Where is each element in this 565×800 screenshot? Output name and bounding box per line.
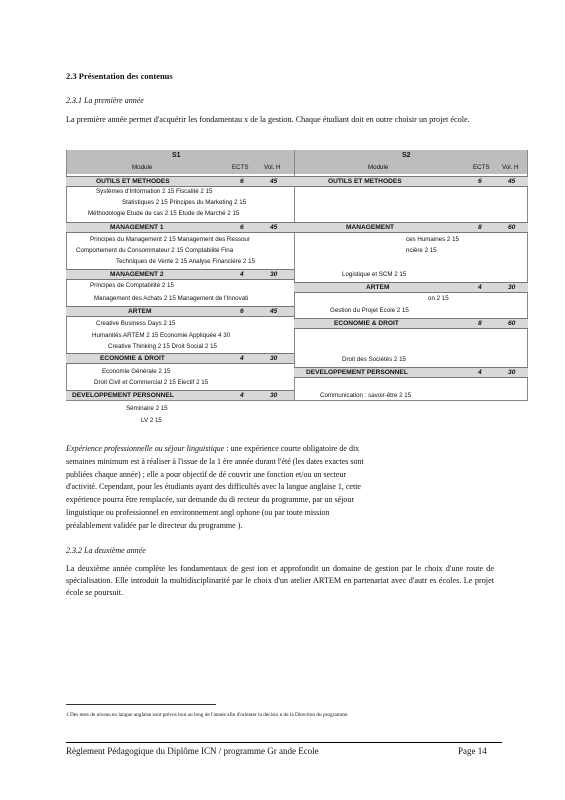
table-row: Techniques de Vente 2 15 Analyse Financière 2 15 bbox=[116, 258, 255, 265]
paragraph-second-year: La deuxième année complète les fondamentaux de gest ion et approfondit un domaine de gestion par le choix d'une route de spécialisation. Elle introduit la multidisciplinarité par le choix d'un atelier ARTEM en partenariat avec d'autr es écoles. Le projet école se poursuit. bbox=[66, 564, 494, 597]
col-module-2: Module bbox=[368, 164, 389, 171]
s2-section-developpement: DEVELOPPEMENT PERSONNEL 4 30 bbox=[294, 367, 528, 378]
s1-section-artem: ARTEM 6 45 bbox=[66, 306, 294, 317]
table-row: LV 2 15 bbox=[141, 417, 162, 424]
table-row: Séminaire 2 15 bbox=[126, 405, 168, 412]
table-row: Humanités ARTEM 2 15 Economie Appliquée 4 30 bbox=[92, 332, 231, 339]
col-ects-2: ECTS bbox=[473, 164, 490, 171]
s1-section-management-2: MANAGEMENT 2 4 30 bbox=[66, 269, 294, 280]
footnote-divider bbox=[66, 704, 216, 705]
col-module: Module bbox=[132, 164, 153, 171]
table-row: Communication : savoir-être 2 15 bbox=[320, 392, 412, 399]
experience-line-3: publiées chaque année) ; elle a pour objectif de dé couvrir une fonction et/ou un secteur bbox=[66, 469, 347, 479]
table-row: Droit des Sociétés 2 15 bbox=[342, 356, 406, 363]
table-header bbox=[66, 150, 528, 174]
s1-header: S1 bbox=[172, 152, 181, 159]
section-title: 2.3 Présentation des contenus bbox=[66, 71, 173, 81]
table-row: Creative Business Days 2 15 bbox=[96, 320, 176, 327]
col-ects: ECTS bbox=[232, 164, 249, 171]
footnote: 1 Des tests de niveau en langue anglaise sont prévus tout au long de l'année afin d'orienter la décisio n de la Direction du programme. bbox=[66, 712, 349, 718]
experience-line-2: semaines minimum est à réaliser à l'issue de la 1 ère année durant l'été (les dates exactes sont bbox=[66, 456, 364, 466]
table-row: on 2 15 bbox=[428, 295, 449, 302]
experience-line-4: d'activité. Cependant, pour les étudiants ayant des difficultés avec la langue anglaise 1, cette bbox=[66, 482, 361, 492]
table-row: Logistique et SCM 2 15 bbox=[342, 271, 407, 278]
subsection-title-2: 2.3.2 La deuxième année bbox=[66, 546, 146, 555]
table-row: Gestion du Projet Ecole 2 15 bbox=[330, 307, 409, 314]
table-row: ces Humaines 2 15 bbox=[406, 236, 459, 243]
table-row: Comportement du Consommateur 2 15 Comptabilité Fina bbox=[76, 247, 234, 254]
curriculum-table bbox=[66, 150, 528, 400]
table-row: Principes du Management 2 15 Management des Ressour bbox=[90, 236, 250, 243]
paragraph-first-year: La première année permet d'acquérir les fondamentau x de la gestion. Chaque étudiant doit en outre choisir un projet école. bbox=[66, 115, 470, 124]
s2-header: S2 bbox=[402, 152, 411, 159]
footer-divider bbox=[66, 742, 502, 743]
s2-section-management: MANAGEMENT 8 60 bbox=[294, 222, 528, 233]
footer-title: Règlement Pédagogique du Diplôme ICN / programme Gr ande Ecole bbox=[66, 746, 319, 756]
experience-line-6: linguistique ou professionnel en environnement angl ophone (ou par toute mission bbox=[66, 507, 330, 517]
table-row: Statistiques 2 15 Principes du Marketing 2 15 bbox=[122, 199, 247, 206]
s1-section-management-1: MANAGEMENT 1 6 45 bbox=[66, 222, 294, 233]
col-vol: Vol. H bbox=[264, 164, 281, 171]
s2-section-artem: ARTEM 4 30 bbox=[294, 282, 528, 293]
table-row: Creative Thinking 2 15 Droit Social 2 15 bbox=[108, 343, 217, 350]
experience-line-5: expérience pourra être remplacée, sur demande du di recteur du programme, par un séjour bbox=[66, 495, 355, 505]
experience-line-7: préalablement validée par le directeur du programme ). bbox=[66, 520, 243, 530]
s1-section-developpement: DEVELOPPEMENT PERSONNEL 4 30 bbox=[66, 390, 294, 401]
table-row: Management des Achats 2 15 Management de l'Innovati bbox=[94, 295, 249, 302]
s1-section-outils: OUTILS ET METHODES 6 45 bbox=[66, 176, 294, 187]
subsection-title-1: 2.3.1 La première année bbox=[66, 96, 144, 105]
table-row: Principes de Comptabilité 2 15 bbox=[90, 282, 174, 289]
table-row: Méthodologie Etude de cas 2 15 Etude de Marché 2 15 bbox=[88, 210, 240, 217]
table-row: Droit Civil et Commercial 2 15 Electif 2 15 bbox=[94, 379, 209, 386]
s1-section-economie-droit: ECONOMIE & DROIT 4 30 bbox=[66, 353, 294, 364]
table-row: Systèmes d'Information 2 15 Fiscalité 2 15 bbox=[96, 188, 213, 195]
experience-paragraph bbox=[66, 443, 494, 533]
s2-section-economie-droit: ECONOMIE & DROIT 8 60 bbox=[294, 318, 528, 329]
page-number: Page 14 bbox=[458, 746, 487, 756]
experience-label: Expérience professionnelle ou séjour linguistique bbox=[66, 444, 225, 453]
col-vol-2: Vol. H bbox=[502, 164, 519, 171]
table-row: ncière 2 15 bbox=[406, 247, 437, 254]
experience-line-1: : une expérience courte obligatoire de dix bbox=[224, 444, 360, 453]
s2-section-outils: OUTILS ET METHODES 6 45 bbox=[294, 176, 528, 187]
table-row: Economie Générale 2 15 bbox=[102, 368, 171, 375]
